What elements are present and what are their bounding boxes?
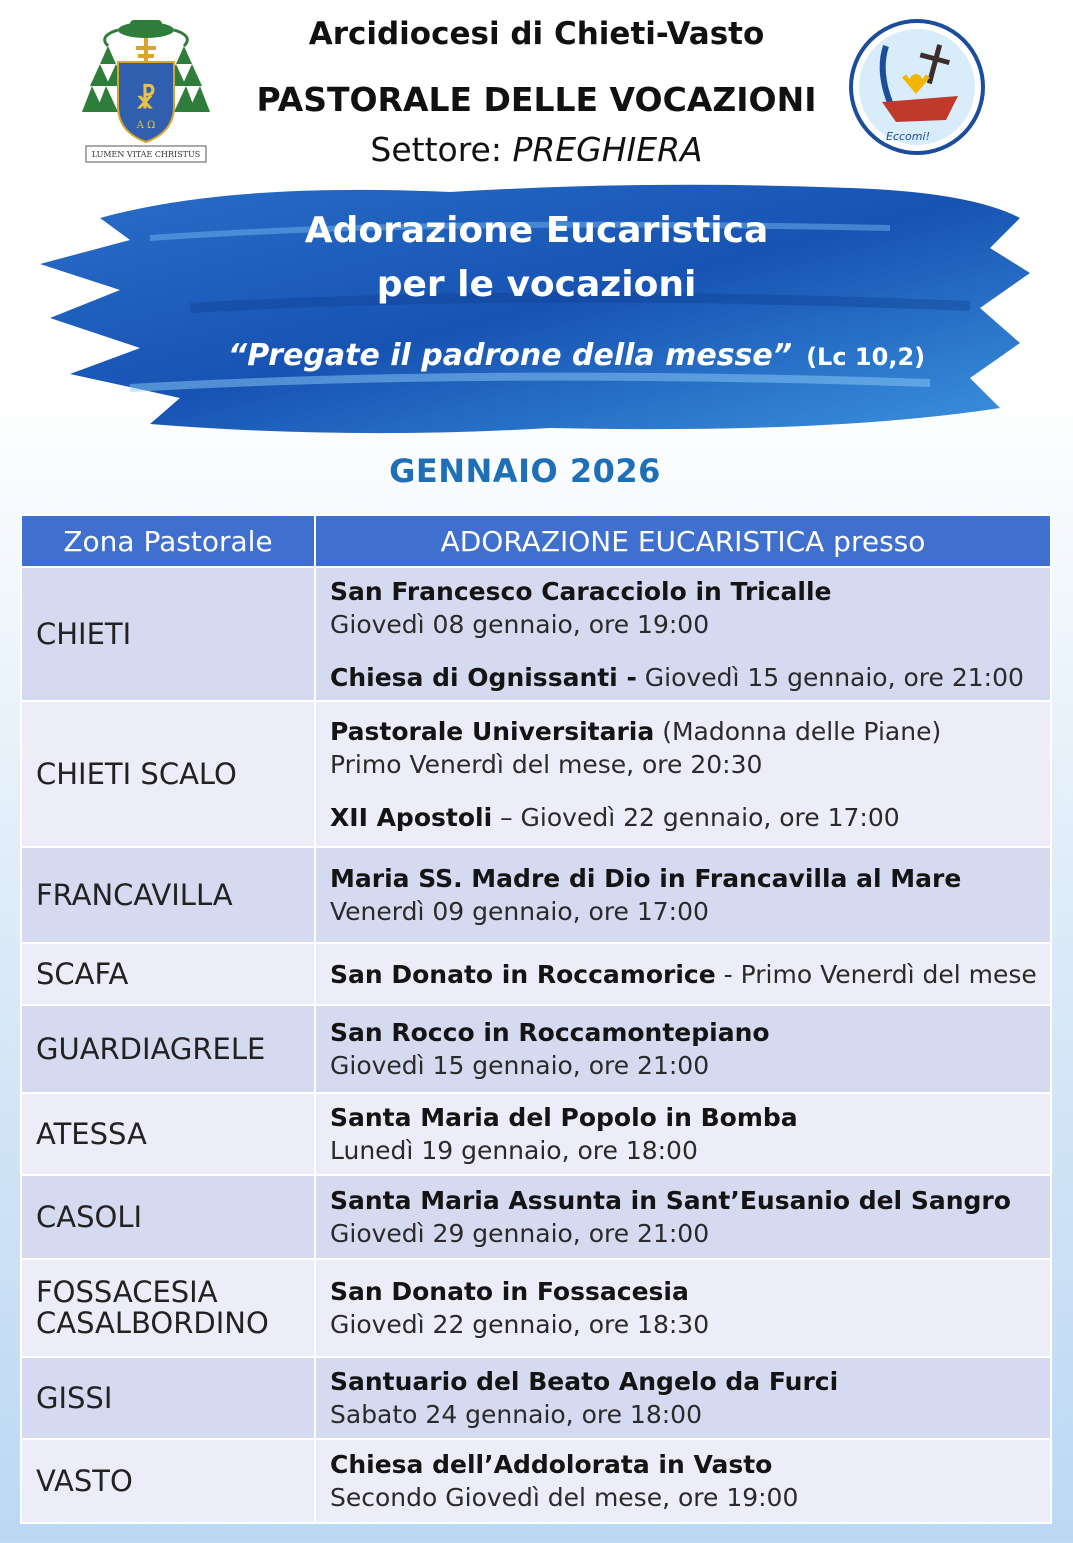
church-name: San Donato in Roccamorice (330, 959, 716, 989)
place-cell (315, 1439, 1051, 1523)
church-name: Santuario del Beato Angelo da Furci (330, 1367, 839, 1396)
month-heading: GENNAIO 2026 (389, 452, 661, 490)
svg-text:Eccomi!: Eccomi! (886, 130, 930, 143)
church-name: San Francesco Caracciolo in Tricalle (330, 576, 832, 606)
place-cell (315, 943, 1051, 1005)
svg-text:☧: ☧ (135, 85, 157, 115)
place-cell (315, 1093, 1051, 1175)
place-cell (315, 701, 1051, 847)
schedule-detail: - Primo Venerdì del mese (715, 959, 1037, 989)
zone-line: FOSSACESIA (36, 1275, 218, 1309)
schedule-detail: – Giovedì 22 gennaio, ore 17:00 (492, 802, 900, 832)
schedule-detail: Giovedì 15 gennaio, ore 21:00 (636, 662, 1024, 692)
zone-cell: VASTO (21, 1439, 315, 1523)
schedule-detail: Giovedì 29 gennaio, ore 21:00 (330, 1219, 710, 1248)
table-row (21, 1175, 1051, 1259)
church-name: Santa Maria del Popolo in Bomba (330, 1103, 798, 1132)
zone-cell: CHIETI SCALO (21, 701, 315, 847)
schedule-table (20, 514, 1052, 1524)
banner-quote (40, 338, 1073, 373)
banner-title-line2: per le vocazioni (376, 264, 697, 305)
zone-cell: GUARDIAGRELE (21, 1005, 315, 1093)
schedule-detail: Primo Venerdì del mese, ore 20:30 (330, 749, 763, 779)
zone-cell: ATESSA (21, 1093, 315, 1175)
church-name: San Donato in Fossacesia (330, 1277, 689, 1306)
svg-text:A Ω: A Ω (136, 120, 156, 131)
zone-cell: CHIETI (21, 567, 315, 701)
zone-cell: SCAFA (21, 943, 315, 1005)
church-name: Chiesa di Ognissanti - (330, 662, 637, 692)
page-header (0, 0, 1073, 180)
office-title: PASTORALE DELLE VOCAZIONI (256, 80, 817, 119)
zone-line: CASALBORDINO (36, 1306, 269, 1340)
archdiocese-name: Arcidiocesi di Chieti-Vasto (308, 16, 765, 52)
place-cell (315, 1259, 1051, 1357)
column-header-zone: Zona Pastorale (21, 515, 315, 567)
table-header-row (21, 515, 1051, 567)
church-name: San Rocco in Roccamontepiano (330, 1018, 770, 1047)
quote-reference: (Lc 10,2) (806, 343, 926, 371)
place-cell (315, 567, 1051, 701)
table-row (21, 701, 1051, 847)
zone-cell: CASOLI (21, 1175, 315, 1259)
schedule-detail: Venerdì 09 gennaio, ore 17:00 (330, 897, 709, 926)
quote-text: “Pregate il padrone della messe” (227, 338, 793, 373)
place-cell (315, 1005, 1051, 1093)
church-name: Pastorale Universitaria (330, 716, 655, 746)
zone-cell: GISSI (21, 1357, 315, 1439)
zone-cell (21, 1259, 315, 1357)
table-row (21, 1357, 1051, 1439)
sector-name: PREGHIERA (512, 130, 703, 169)
church-name: Santa Maria Assunta in Sant’Eusanio del Sangro (330, 1186, 1011, 1215)
table-row (21, 943, 1051, 1005)
table-row (21, 1259, 1051, 1357)
schedule-detail: Sabato 24 gennaio, ore 18:00 (330, 1400, 702, 1429)
church-note: (Madonna delle Piane) (654, 716, 942, 746)
column-header-place: ADORAZIONE EUCARISTICA presso (315, 515, 1051, 567)
vocations-logo-icon (846, 16, 988, 158)
church-name: Chiesa dell’Addolorata in Vasto (330, 1450, 773, 1479)
schedule-detail: Secondo Giovedì del mese, ore 19:00 (330, 1483, 799, 1512)
zone-cell: FRANCAVILLA (21, 847, 315, 943)
table-row (21, 567, 1051, 701)
banner-title-line1: Adorazione Eucaristica (304, 210, 769, 251)
schedule-detail: Giovedì 22 gennaio, ore 18:30 (330, 1310, 710, 1339)
church-name: XII Apostoli (330, 802, 493, 832)
table-row (21, 1439, 1051, 1523)
place-cell (315, 1175, 1051, 1259)
place-cell (315, 847, 1051, 943)
svg-text:LUMEN VITAE CHRISTUS: LUMEN VITAE CHRISTUS (91, 150, 201, 159)
place-cell (315, 1357, 1051, 1439)
church-name: Maria SS. Madre di Dio in Francavilla al Mare (330, 864, 962, 893)
sector-prefix: Settore: (370, 130, 502, 169)
table-row (21, 847, 1051, 943)
schedule-detail: Giovedì 15 gennaio, ore 21:00 (330, 1051, 710, 1080)
table-row (21, 1093, 1051, 1175)
table-row (21, 1005, 1051, 1093)
schedule-detail: Lunedì 19 gennaio, ore 18:00 (330, 1136, 698, 1165)
schedule-detail: Giovedì 08 gennaio, ore 19:00 (330, 609, 710, 639)
